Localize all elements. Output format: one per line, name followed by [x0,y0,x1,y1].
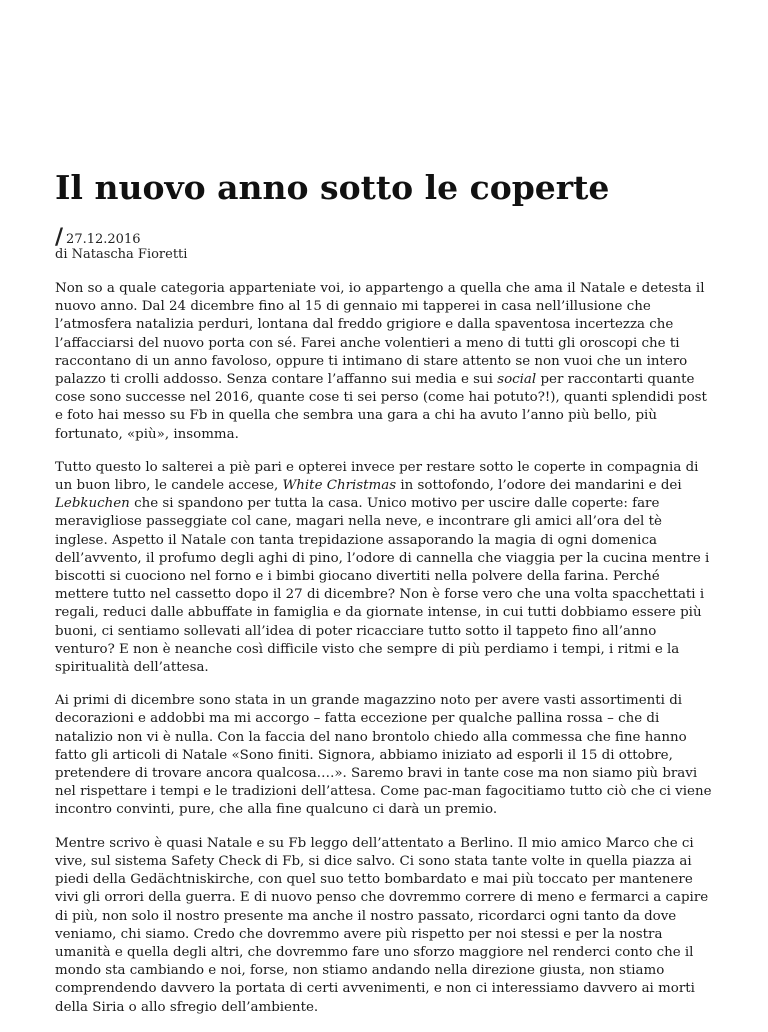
paragraph-text: Ai primi di dicembre sono stata in un grande magazzino noto per avere vasti assortimenti di decorazioni e addobbi ma mi accorgo – fatta eccezione per qualche pallina rossa – che di natalizio non vi è nulla. Con la faccia del nano brontolo chiedo alla commessa che fine hanno fatto gli articoli di Natale «Sono finiti. Signora, abbiamo iniziato ad esporli il 15 di ottobre, pretendere di trovare ancora qualcosa….». Saremo bravi in tante cose ma non siamo più bravi nel rispettare i tempi e le tradizioni dell’attesa. Come pac-man fagocitiamo tutto ciò che ci viene incontro convinti, pure, che alla fine qualcuno ci darà un premio. [55,693,712,818]
italic-text: Lebkuchen [55,496,130,512]
article-title: Il nuovo anno sotto le coperte [55,168,610,207]
paragraph [55,459,715,677]
article-date: 27.12.2016 [66,232,141,247]
article-body [55,280,715,1032]
paragraph-text: Tutto questo lo salterei a piè pari e opterei invece per restare sotto le coperte in compagnia di un buon libro, le candele accese, [55,459,699,494]
paragraph [55,280,715,444]
italic-text: White Christmas [282,478,397,494]
paragraph-text: in sottofondo, l’odore dei mandarini e dei [396,478,682,494]
article-meta [55,225,188,262]
date-separator: / [55,225,64,250]
article-author: di Natascha Fioretti [55,247,188,262]
paragraph [55,692,715,819]
paragraph-text: che si spandono per tutta la casa. Unico motivo per uscire dalle coperte: fare meravigliose passeggiate col cane, magari nella neve, e incontrare gli amici all’ora del tè inglese. Aspetto il Natale con tanta trepidazione assaporando la magia di ogni domenica dell’avvento, il profumo degli aghi di pino, l’odore di cannella che viaggia per la cucina mentre i biscotti si cuociono nel forno e i bimbi giocano divertiti nella polvere della farina. Perché mettere tutto nel cassetto dopo il 27 di dicembre? Non è forse vero che una volta spacchettati i regali, reduci dalle abbuffate in famiglia e da giornate intense, in cui tutti dobbiamo essere più buoni, ci sentiamo sollevati all’idea di poter ricacciare tutto sotto il tappeto fino all’anno venturo? E non è neanche così difficile visto che sempre di più perdiamo i tempi, i ritmi e la spiritualità dell’attesa. [55,496,710,676]
date-line [55,225,187,250]
paragraph-text: Mentre scrivo è quasi Natale e su Fb leggo dell’attentato a Berlino. Il mio amico Marco che ci vive, sul sistema Safety Check di Fb, si dice salvo. Ci sono stata tante volte in quella piazza ai piedi della Gedächtniskirche, con quel suo tetto bombardato e mai più toccato per mantenere vivi gli orrori della guerra. E di nuovo penso che dovremmo correre di meno e fermarci a capire di più, non solo il nostro presente ma anche il nostro passato, ricordarci ogni tanto da dove veniamo, chi siamo. Credo che dovremmo avere più rispetto per noi stessi e per la nostra umanità e quella degli altri, che dovremmo fare uno sforzo maggiore nel renderci conto che il mondo sta cambiando e noi, forse, non stiamo andando nella direzione giusta, non stiamo comprendendo davvero la portata di certi avvenimenti, e non ci interessiamo davvero ai morti della Siria o allo sfregio dell’ambiente. [55,835,709,1015]
paragraph-text: Non so a quale categoria apparteniate voi, io appartengo a quella che ama il Natale e detesta il nuovo anno. Dal 24 dicembre fino al 15 di gennaio mi tapperei in casa nell’illusione che l’atmosfera natalizia perduri, lontana dal freddo grigiore e dalla spaventosa incertezza che l’affacciarsi del nuovo porta con sé. Farei anche volentieri a meno di tutti gli oroscopi che ti raccontano di un anno favoloso, oppure ti intimano di stare attento se non vuoi che un intero palazzo ti crolli addosso. Senza contare l’affanno sui media e sui [55,281,705,388]
paragraph-text: per raccontarti quante cose sono successe nel 2016, quante cose ti sei perso (come hai potuto?!), quanti splendidi post e foto hai messo su Fb in quella che sembra una gara a chi ha avuto l’anno più bello, più fortunato, «più», insomma. [55,372,707,442]
paragraph [55,835,715,1017]
italic-text: social [497,372,537,388]
